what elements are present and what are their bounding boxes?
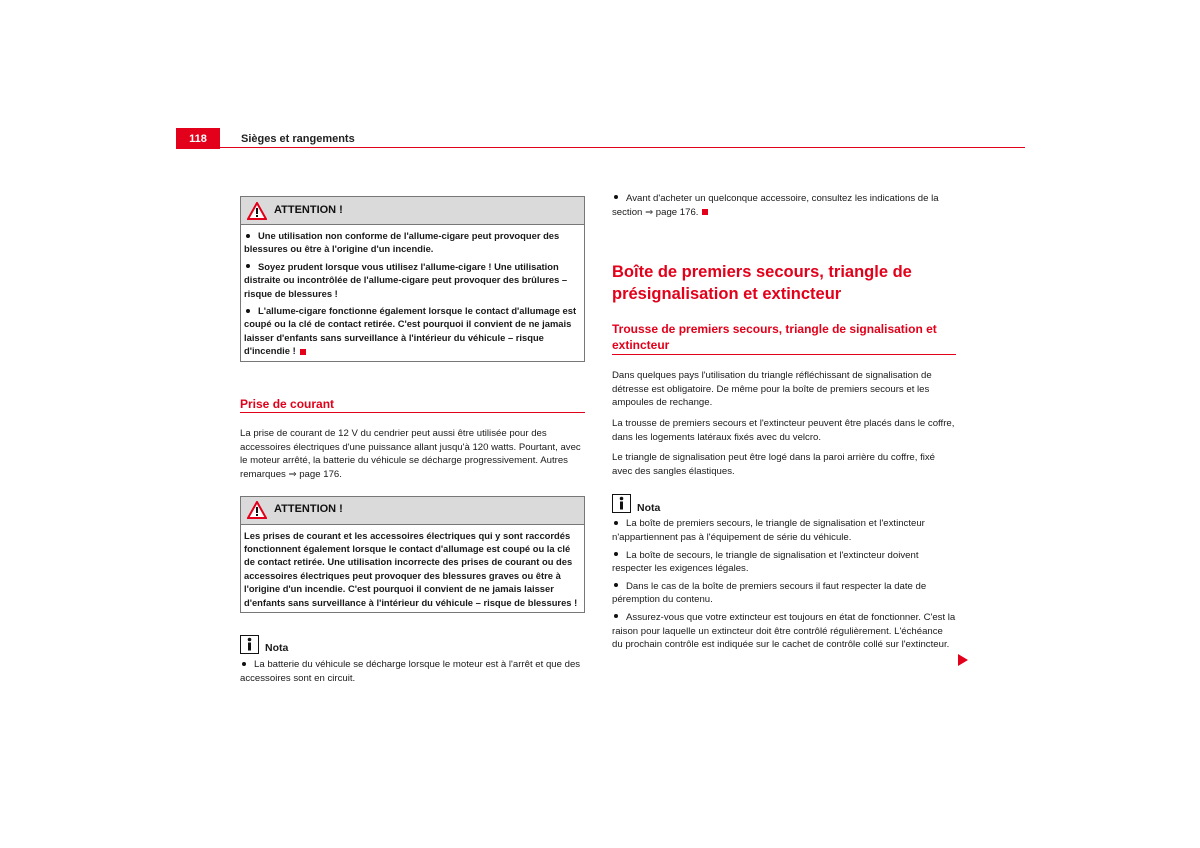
note-header [240, 635, 585, 654]
running-header-title: Sièges et rangements [241, 133, 355, 145]
bullet-icon [614, 583, 618, 587]
bullet-icon [614, 195, 618, 199]
warning-box-cigarette-lighter [240, 196, 585, 362]
first-aid-body [612, 369, 956, 478]
warning-triangle-icon [247, 501, 267, 519]
warning-header [241, 197, 584, 225]
page-number: 118 [176, 128, 220, 149]
power-socket-body [240, 427, 585, 481]
bullet-icon [614, 521, 618, 525]
right-column [612, 192, 956, 656]
bullet-icon [246, 264, 250, 268]
bullet-icon [242, 662, 246, 666]
warning-item: L'allume-cigare fonctionne également lorsque le contact d'allumage est coupé ou la clé de contact retirée. C'est pourquoi il convient de ne jamais laisser d'enfants sans surveillance à l'intérieur du véhicule – risque d'incendie ! [244, 305, 577, 357]
note-item: Assurez-vous que votre extincteur est toujours en état de fonctionner. C'est la raison pour laquelle un extincteur doit être contrôlé régulièrement. L'échéance du prochain contrôle est indiquée sur le cachet de contrôle collé sur l'extincteur. [612, 611, 956, 651]
warning-triangle-icon [247, 202, 267, 220]
info-icon [240, 635, 259, 654]
warning-item: Une utilisation non conforme de l'allume-cigare peut provoquer des blessures ou être à l'origine d'un incendie. [244, 230, 560, 255]
note-body [612, 517, 956, 651]
paragraph: Le triangle de signalisation peut être logé dans la paroi arrière du coffre, fixé avec des sangles élastiques. [612, 452, 936, 477]
warning-body [241, 525, 584, 612]
note-label: Nota [265, 642, 289, 655]
continue-arrow-icon [958, 654, 968, 666]
warning-label: ATTENTION ! [274, 503, 343, 516]
bullet-icon [246, 309, 250, 313]
section-subtitle: Trousse de premiers secours, triangle de signalisation et extincteur [612, 321, 956, 355]
note-item: La batterie du véhicule se décharge lorsque le moteur est à l'arrêt et que des accessoires sont en circuit. [240, 659, 581, 684]
end-square-icon [702, 209, 708, 215]
paragraph: Dans quelques pays l'utilisation du triangle réfléchissant de signalisation de détresse est obligatoire. De même pour la boîte de premiers secours et les ampoules de rechange. [612, 370, 932, 409]
note-body [240, 658, 585, 685]
warning-item: Soyez prudent lorsque vous utilisez l'allume-cigare ! Une utilisation distraite ou incontrôlée de l'allume-cigare peut provoquer des brûlures – risque de blessures ! [244, 260, 568, 299]
paragraph: La prise de courant de 12 V du cendrier peut aussi être utilisée pour des accessoires électriques d'une puissance allant jusqu'à 120 watts. Pourtant, avec le moteur arrêté, la batterie du véhicule se décharge progressivement. Autres remarques ⇒ page 176. [240, 428, 581, 481]
note-header [612, 494, 956, 513]
note-item: La boîte de premiers secours, le triangle de signalisation et l'extincteur n'appartiennent pas à l'équipement de série du véhicule. [612, 518, 925, 543]
header-rule [220, 147, 1025, 148]
intro-item: Avant d'acheter un quelconque accessoire, consultez les indications de la section ⇒ page 176. [612, 193, 939, 218]
warning-label: ATTENTION ! [274, 203, 343, 216]
paragraph: La trousse de premiers secours et l'extincteur peuvent être placés dans le coffre, dans les logements latéraux fixés avec du velcro. [612, 417, 955, 443]
note-label: Nota [637, 501, 661, 514]
note-item: Dans le cas de la boîte de premiers secours il faut respecter la date de péremption du contenu. [612, 580, 927, 606]
chapter-title: Boîte de premiers secours, triangle de présignalisation et extincteur [612, 263, 912, 304]
info-icon [612, 494, 631, 513]
left-column [240, 196, 585, 689]
bullet-icon [614, 614, 618, 618]
warning-body [241, 225, 584, 361]
warning-header [241, 497, 584, 525]
warning-box-power-socket [240, 496, 585, 613]
section-title-power-socket: Prise de courant [240, 398, 585, 414]
note-item: La boîte de secours, le triangle de signalisation et l'extincteur doivent respecter les exigences légales. [612, 549, 919, 575]
bullet-icon [246, 234, 250, 238]
bullet-icon [614, 552, 618, 556]
warning-text: Les prises de courant et les accessoires électriques qui y sont raccordés fonctionnent également lorsque le contact d'allumage est coupé ou la clé de contact retirée. Une utilisation incorrecte des prises de courant ou des accessoires électriques peut provoquer des blessures graves ou être à l'origine d'un incendie. C'est pourquoi il convient de ne jamais laisser d'enfants sans surveillance à l'intérieur du véhicule – risque de blessures ! [244, 529, 578, 608]
end-square-icon [300, 349, 306, 355]
